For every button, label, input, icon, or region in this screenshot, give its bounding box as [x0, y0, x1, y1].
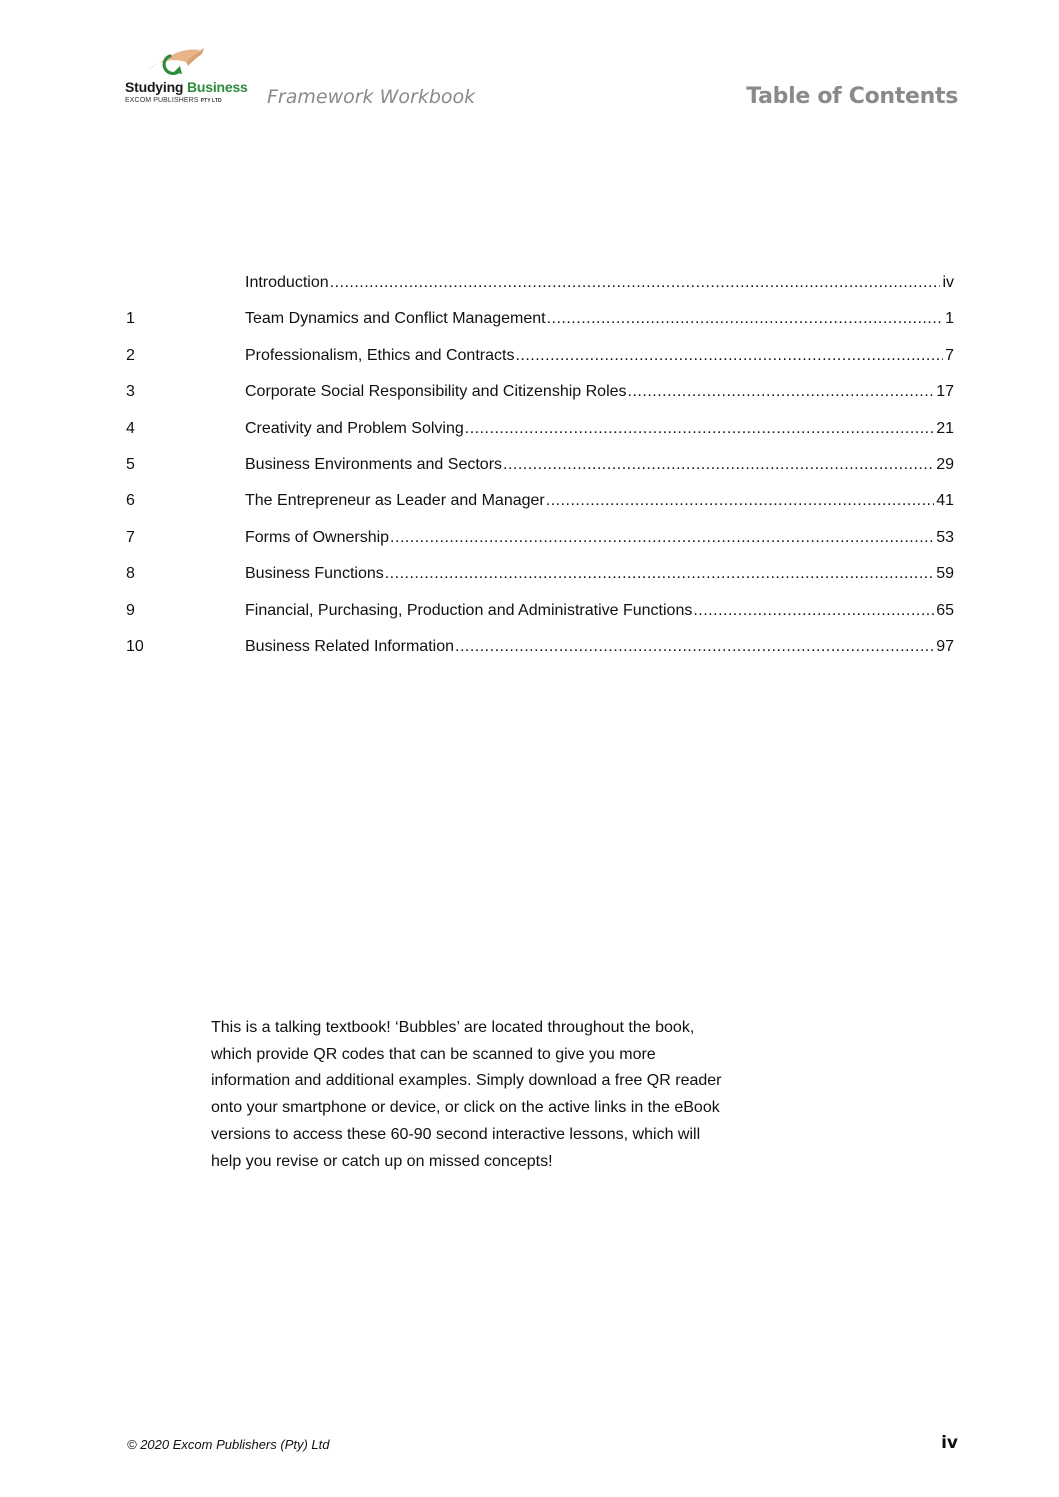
toc-entry-line [245, 637, 954, 657]
table-of-contents [126, 273, 954, 673]
toc-chapter-number: 10 [126, 637, 144, 655]
toc-dot-leader [390, 528, 934, 548]
logo-wordmark: Studying Business [125, 79, 248, 95]
toc-entry-line [245, 455, 954, 475]
toc-entry[interactable] [126, 491, 954, 527]
toc-dot-leader [547, 309, 944, 329]
toc-page-number: iv [942, 274, 954, 291]
toc-page-number: 1 [945, 310, 954, 328]
toc-chapter-title: Forms of Ownership [245, 528, 390, 546]
toc-entry-line [245, 564, 954, 584]
toc-dot-leader [515, 346, 943, 366]
footer-page-number: iv [941, 1433, 958, 1453]
toc-entry-line [245, 382, 954, 402]
toc-entry[interactable] [126, 309, 954, 345]
toc-entry[interactable] [126, 564, 954, 600]
toc-entry[interactable] [126, 346, 954, 382]
toc-entry[interactable] [126, 637, 954, 673]
toc-dot-leader [628, 382, 935, 402]
toc-chapter-title: Business Functions [245, 565, 384, 583]
toc-chapter-title: Business Related Information [245, 637, 454, 655]
workbook-title: Framework Workbook [267, 86, 476, 108]
toc-entry-line [245, 346, 954, 366]
toc-chapter-number: 5 [126, 455, 135, 473]
toc-dot-leader [693, 601, 934, 621]
toc-entry[interactable] [126, 382, 954, 418]
footer-copyright: © 2020 Excom Publishers (Pty) Ltd [127, 1437, 330, 1452]
toc-chapter-title: Financial, Purchasing, Production and Administrative Functions [245, 601, 693, 619]
toc-chapter-number: 7 [126, 528, 135, 546]
toc-chapter-number: 9 [126, 601, 135, 619]
toc-page-number: 97 [936, 637, 954, 655]
toc-entry-line [245, 309, 954, 329]
toc-entry-line [245, 601, 954, 621]
toc-dot-leader [385, 564, 934, 584]
toc-chapter-number: 4 [126, 419, 135, 437]
toc-chapter-title: Introduction [245, 274, 329, 291]
toc-chapter-number: 3 [126, 383, 135, 401]
toc-entry-line [245, 273, 954, 293]
toc-page-number: 53 [936, 528, 954, 546]
toc-chapter-title: Creativity and Problem Solving [245, 419, 464, 437]
toc-chapter-number: 1 [126, 310, 135, 328]
toc-dot-leader [330, 273, 941, 293]
toc-page-number: 17 [936, 383, 954, 401]
toc-entry-line [245, 491, 954, 511]
toc-chapter-title: Corporate Social Responsibility and Citizenship Roles [245, 383, 627, 401]
page-header [0, 0, 1059, 130]
toc-dot-leader [546, 491, 934, 511]
toc-entry-line [245, 528, 954, 548]
toc-entry[interactable] [126, 455, 954, 491]
toc-chapter-number: 6 [126, 492, 135, 510]
toc-chapter-title: The Entrepreneur as Leader and Manager [245, 492, 545, 510]
toc-chapter-number: 2 [126, 346, 135, 364]
toc-page-number: 65 [936, 601, 954, 619]
toc-chapter-title: Professionalism, Ethics and Contracts [245, 346, 515, 364]
toc-dot-leader [455, 637, 934, 657]
toc-page-number: 29 [936, 455, 954, 473]
toc-dot-leader [503, 455, 934, 475]
toc-chapter-number: 8 [126, 565, 135, 583]
toc-entry[interactable] [126, 601, 954, 637]
book-arrow-logo-icon [140, 42, 210, 82]
page-title: Table of Contents [746, 84, 958, 109]
toc-page-number: 59 [936, 565, 954, 583]
toc-entry[interactable] [126, 528, 954, 564]
toc-chapter-title: Team Dynamics and Conflict Management [245, 310, 546, 328]
toc-page-number: 7 [945, 346, 954, 364]
toc-entry-line [245, 419, 954, 439]
toc-chapter-title: Business Environments and Sectors [245, 455, 503, 473]
toc-entry[interactable] [126, 419, 954, 455]
toc-entry[interactable] [126, 273, 954, 309]
talking-textbook-note: This is a talking textbook! ‘Bubbles’ are located throughout the book, which provide QR codes that can be scanned to give you more information and additional examples. Simply download a free QR reader onto your smartphone or device, or click on the active links in the eBook versions to access these 60-90 second interactive lessons, which will help you revise or catch up on missed concepts! [211, 1019, 722, 1170]
toc-page-number: 21 [936, 419, 954, 437]
publisher-logo [124, 42, 259, 112]
toc-dot-leader [465, 419, 934, 439]
logo-publisher-line: EXCOM PUBLISHERS PTY LTD [125, 97, 222, 104]
toc-page-number: 41 [936, 492, 954, 510]
